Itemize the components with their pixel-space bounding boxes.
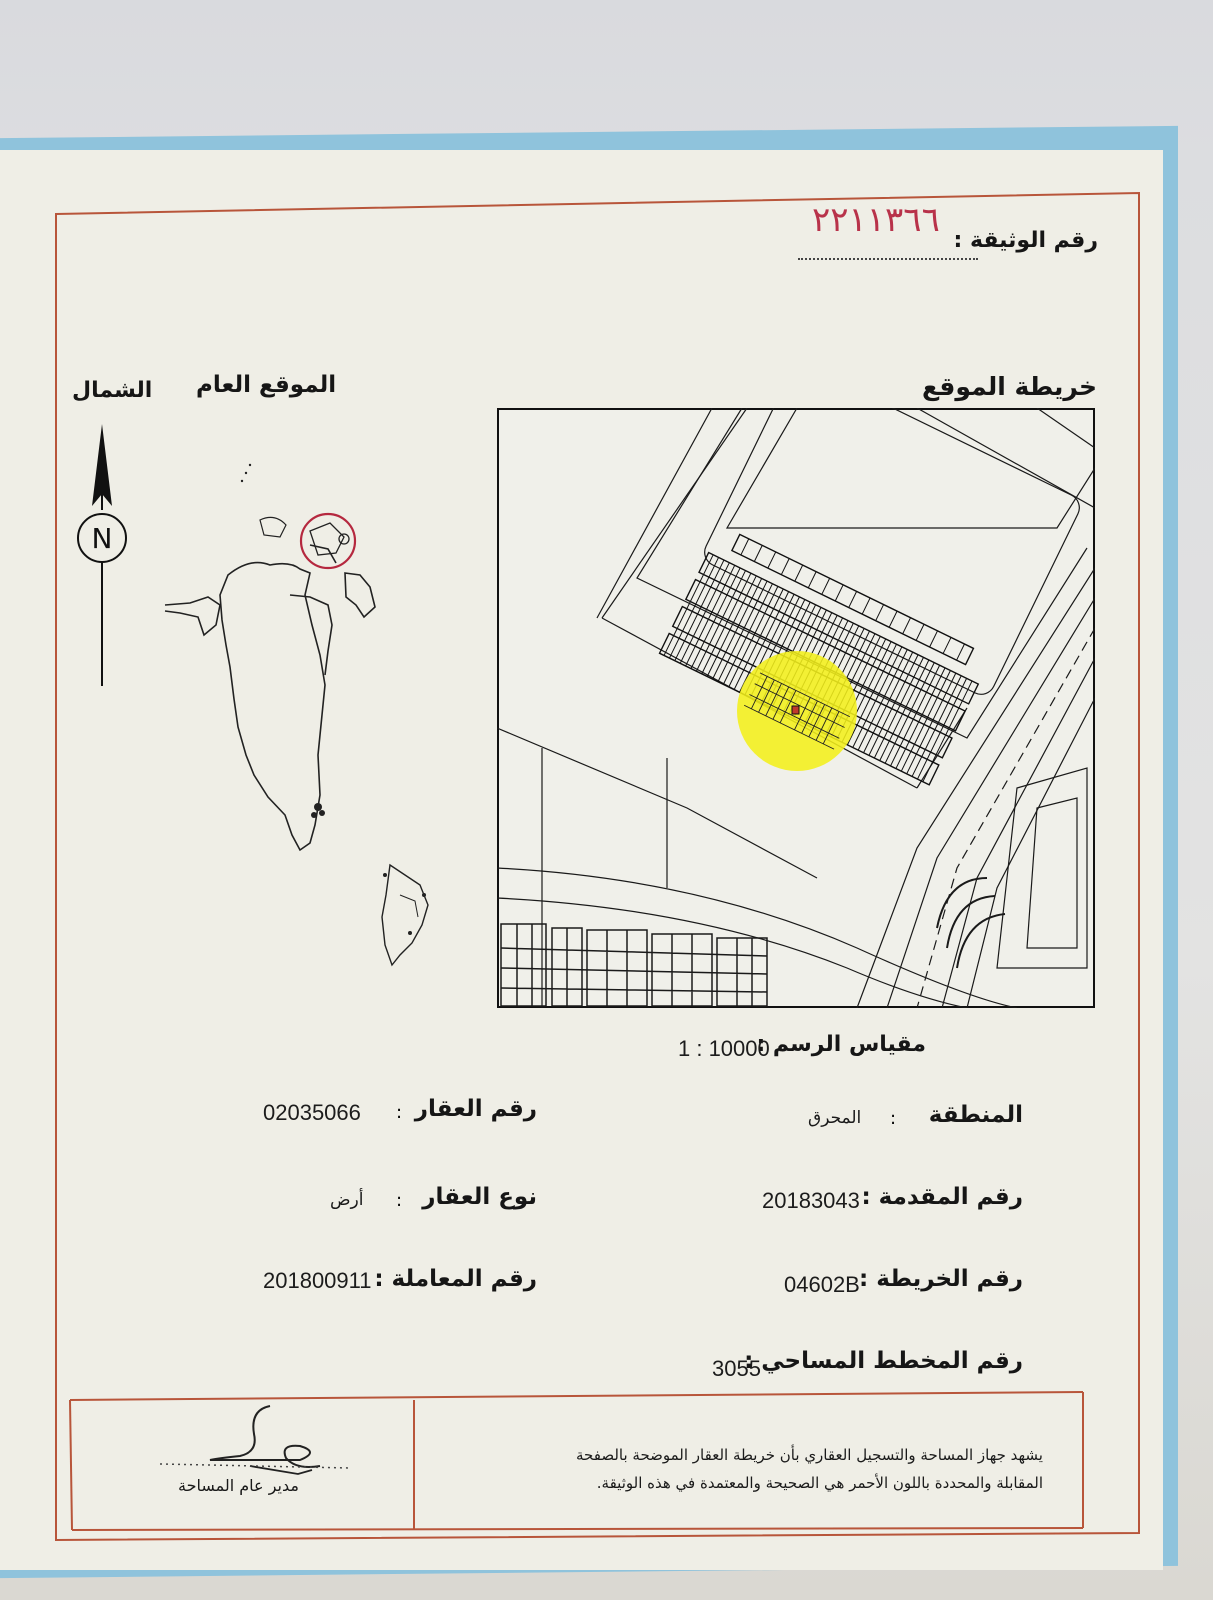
map-number-label: رقم الخريطة : (859, 1266, 1023, 1292)
general-location-title: الموقع العام (196, 372, 337, 398)
property-type-value: أرض (330, 1190, 364, 1210)
transaction-number-label: رقم المعاملة : (374, 1266, 537, 1292)
north-letter: N (91, 522, 113, 555)
application-number-value: 20183043 (762, 1188, 860, 1213)
property-type-label: نوع العقار (422, 1184, 537, 1210)
certification-line-1: يشهد جهاز المساحة والتسجيل العقاري بأن خريطة العقار الموضحة بالصفحة (576, 1446, 1043, 1464)
property-type-colon: : (396, 1190, 403, 1211)
area-value: المحرق (808, 1108, 862, 1128)
doc-number-label: رقم الوثيقة : (953, 228, 1098, 253)
property-number-label: رقم العقار (414, 1096, 537, 1122)
property-parcel-marker (792, 706, 799, 714)
scale-label: مقياس الرسم : (756, 1032, 926, 1057)
certification-line-2: المقابلة والمحددة باللون الأحمر هي الصحيحة والمعتمدة في هذه الوثيقة. (596, 1474, 1043, 1492)
location-circle-icon (301, 514, 355, 568)
property-number-colon: : (396, 1102, 403, 1123)
north-label: الشمال (72, 378, 153, 403)
doc-number-dotted-line (798, 258, 978, 260)
property-number-value: 02035066 (263, 1100, 361, 1125)
application-number-label: رقم المقدمة : (861, 1184, 1023, 1210)
site-map (497, 408, 1095, 1008)
transaction-number-value: 201800911 (263, 1268, 372, 1293)
survey-plan-label: رقم المخطط المساحي : (744, 1348, 1023, 1374)
north-arrow-icon (70, 420, 134, 690)
signatory-title: مدير عام المساحة (178, 1476, 299, 1495)
area-colon: : (890, 1108, 897, 1129)
doc-number-handwritten: ٢٢١١٣٦٦ (812, 200, 940, 240)
area-label: المنطقة (928, 1102, 1023, 1128)
country-outline-map (160, 455, 450, 995)
map-number-value: 04602B (784, 1272, 860, 1297)
scale-value: 1 : 10000 (678, 1036, 770, 1061)
site-map-title: خريطة الموقع (921, 372, 1097, 401)
survey-plan-value: 3055 (712, 1356, 761, 1381)
